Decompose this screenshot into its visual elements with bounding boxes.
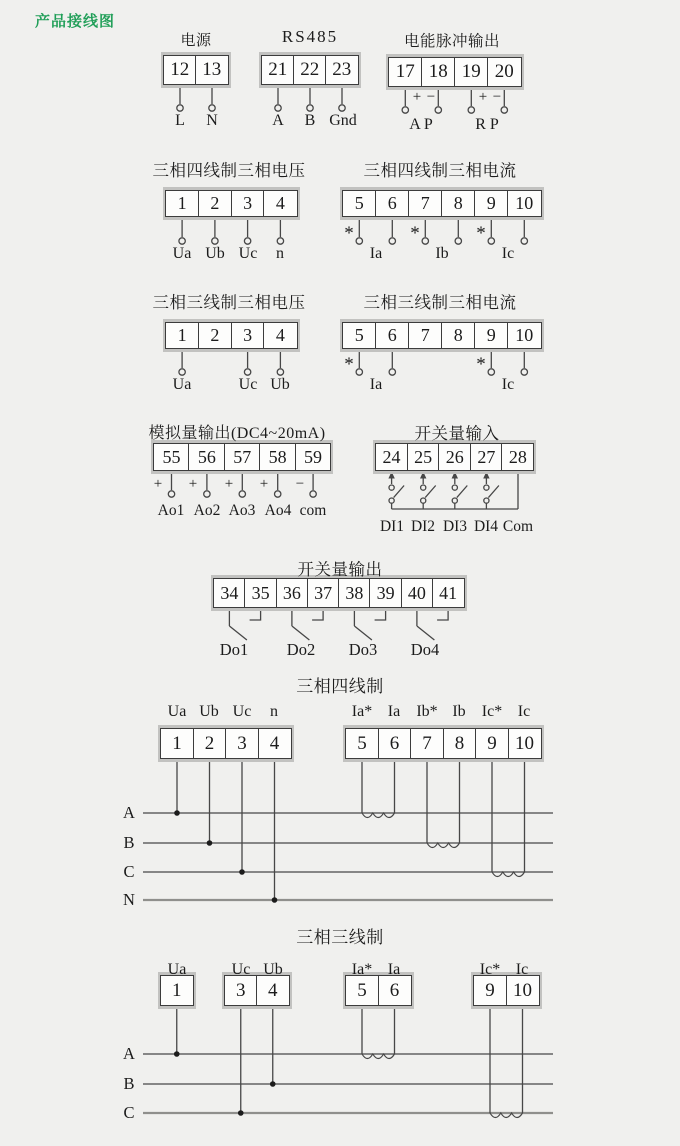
pin-label: R P [475,116,499,133]
phase-label: Ib [452,703,466,720]
bus-label: C [123,1103,135,1122]
polarity-sign: − [426,89,436,105]
terminal-10: 10 [508,728,542,759]
section-title-wire3: 三相三线制 [296,928,384,947]
terminal-59: 59 [295,443,332,471]
phase-label: Ic [515,961,529,978]
pin-label: n [276,245,284,262]
phase-label: Ub [199,703,219,720]
terminal-34: 34 [213,578,246,608]
section-title-analog: 模拟量输出(DC4~20mA) [148,425,326,442]
terminal-25: 25 [407,443,440,471]
digital-output-switches [229,608,448,640]
pin-label: Uc [238,245,258,262]
phase-label: Ic [517,703,531,720]
wire4-voltage-terminals [158,725,294,762]
bus-label: A [123,1044,135,1063]
terminal-6: 6 [375,322,410,349]
terminal-20: 20 [487,57,522,87]
terminal-40: 40 [401,578,434,608]
pin-label: Ao2 [193,502,221,519]
phase-label: n [270,703,278,720]
terminal-36: 36 [276,578,309,608]
terminal-strip-digital-output [211,575,467,611]
digital-input-switches [388,471,518,509]
terminal-55: 55 [153,443,190,471]
pin-label: Ao1 [157,502,185,519]
polarity-sign: + [153,476,163,492]
phase-label: Ic* [481,703,503,720]
three-phase-three-wire-diagram [143,1006,553,1118]
page-title: 产品接线图 [35,13,116,30]
terminal-23: 23 [325,55,359,85]
terminal-strip-current-4wire [340,187,544,220]
section-title-pulse: 电能脉冲输出 [403,33,501,50]
wire4-current-terminals [343,725,544,762]
pin-label: Ub [205,245,225,262]
terminal-9: 9 [474,322,509,349]
section-title-power: 电源 [180,33,212,49]
terminal-28: 28 [501,443,534,471]
polarity-sign: + [188,476,198,492]
terminal-4: 4 [263,190,297,217]
polarity-sign: + [224,476,234,492]
terminal-3: 3 [225,728,259,759]
terminal-9: 9 [475,728,509,759]
section-title-rs485: RS485 [281,27,339,46]
terminal-13: 13 [195,55,229,85]
pin-label: Ic [501,376,515,393]
terminal-1: 1 [165,322,199,349]
terminal-35: 35 [244,578,277,608]
terminal-38: 38 [338,578,371,608]
polarity-sign: + [412,89,422,105]
terminal-2: 2 [198,190,232,217]
terminal-7: 7 [408,190,443,217]
pin-label: Gnd [329,112,357,129]
phase-label: Ia [387,703,401,720]
terminal-1: 1 [160,728,194,759]
terminal-9: 9 [473,975,507,1006]
pin-label: Ic [501,245,515,262]
pin-label: com [299,502,327,519]
ct-polarity-star: * [476,354,486,375]
terminal-4: 4 [256,975,290,1006]
terminal-22: 22 [293,55,327,85]
three-phase-four-wire-diagram [143,759,553,903]
terminal-strip-voltage-3wire [163,319,300,352]
terminal-7: 7 [410,728,444,759]
terminal-57: 57 [224,443,261,471]
pin-label: Ao3 [228,502,256,519]
polarity-sign: + [259,476,269,492]
terminal-5: 5 [342,322,377,349]
ct-polarity-star: * [344,354,354,375]
terminal-3: 3 [231,322,265,349]
pin-label: Do1 [219,640,249,659]
terminal-strip-power [161,52,231,88]
terminal-10: 10 [507,190,542,217]
pin-label: DI4 [473,518,499,535]
terminal-56: 56 [188,443,225,471]
pin-label: Ia [369,376,383,393]
terminal-6: 6 [378,975,412,1006]
pin-label: L [175,112,185,129]
terminal-19: 19 [454,57,489,87]
pin-label: B [304,112,316,129]
pin-label: DI2 [410,518,436,535]
terminal-1: 1 [160,975,194,1006]
ct-polarity-star: * [410,223,420,244]
polarity-sign: − [295,476,305,492]
ct-polarity-star: * [476,223,486,244]
section-title-c3: 三相三线制三相电流 [363,293,517,312]
terminal-12: 12 [163,55,197,85]
terminal-3: 3 [231,190,265,217]
terminal-strip-rs485 [259,52,361,88]
terminal-5: 5 [345,728,379,759]
terminal-5: 5 [342,190,377,217]
terminal-9: 9 [474,190,509,217]
terminal-8: 8 [441,322,476,349]
terminal-strip-current-3wire [340,319,544,352]
section-title-v3: 三相三线制三相电压 [152,293,306,312]
pin-label: DI1 [379,518,405,535]
phase-label: Ub [263,961,283,978]
phase-label: Ic* [479,961,501,978]
section-title-digital-input: 开关量输入 [414,424,500,443]
pin-label: Do4 [410,640,440,659]
polarity-sign: − [492,89,502,105]
terminal-6: 6 [378,728,412,759]
pin-label: N [206,112,218,129]
pin-label: Com [502,518,534,535]
terminal-strip-voltage-4wire [163,187,300,220]
terminal-7: 7 [408,322,443,349]
pin-label: Uc [238,376,258,393]
bus-label: A [123,803,135,822]
terminal-strip-digital-input [373,440,536,474]
phase-label: Ia* [351,703,373,720]
bus-label: N [123,890,135,909]
pin-label: A [272,112,284,129]
phase-label: Uc [232,703,252,720]
pin-label: Ib [435,245,449,262]
pin-label: DI3 [442,518,468,535]
phase-label: Ua [167,703,187,720]
terminal-58: 58 [259,443,296,471]
bus-label: B [123,1074,135,1093]
bus-label: B [123,833,135,852]
phase-label: Ib* [416,703,438,720]
section-title-digital-output: 开关量输出 [297,560,383,579]
pin-label: Do2 [286,640,316,659]
terminal-37: 37 [307,578,340,608]
section-title-v4: 三相四线制三相电压 [152,161,306,180]
terminal-26: 26 [438,443,471,471]
phase-label: Ia* [351,961,373,978]
pin-label: Ao4 [264,502,292,519]
pin-label: Ub [270,376,290,393]
terminal-27: 27 [470,443,503,471]
pin-label: Ua [172,376,192,393]
terminal-8: 8 [441,190,476,217]
terminal-21: 21 [261,55,295,85]
terminal-17: 17 [388,57,423,87]
pin-label: Ia [369,245,383,262]
pin-label: A P [409,116,433,133]
terminal-10: 10 [506,975,540,1006]
terminal-3: 3 [224,975,258,1006]
terminal-strip-analog-output [151,440,333,474]
bus-label: C [123,862,135,881]
section-title-wire4: 三相四线制 [296,677,384,696]
ct-polarity-star: * [344,223,354,244]
terminal-4: 4 [263,322,297,349]
terminal-18: 18 [421,57,456,87]
pin-label: Ua [172,245,192,262]
terminal-4: 4 [258,728,292,759]
terminal-2: 2 [198,322,232,349]
terminal-2: 2 [193,728,227,759]
phase-label: Ua [167,961,187,978]
terminal-39: 39 [369,578,402,608]
terminal-8: 8 [443,728,477,759]
section-title-c4: 三相四线制三相电流 [363,161,517,180]
terminal-6: 6 [375,190,410,217]
polarity-sign: + [478,89,488,105]
pin-label: Do3 [348,640,378,659]
terminal-strip-pulse [386,54,524,90]
terminal-5: 5 [345,975,379,1006]
phase-label: Ia [387,961,401,978]
terminal-24: 24 [375,443,408,471]
terminal-41: 41 [432,578,465,608]
terminal-10: 10 [507,322,542,349]
phase-label: Uc [231,961,251,978]
terminal-1: 1 [165,190,199,217]
